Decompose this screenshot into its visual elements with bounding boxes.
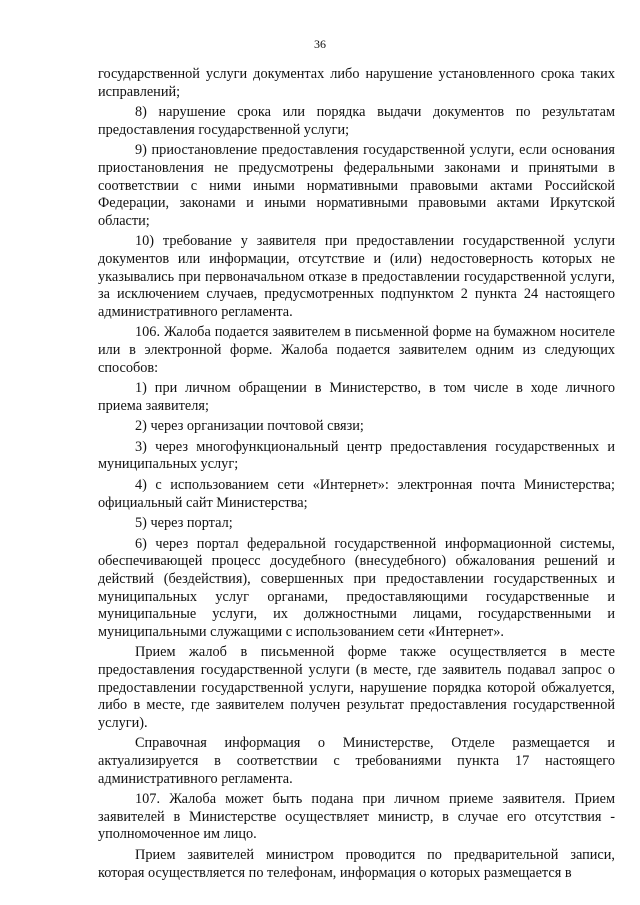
- paragraph: 10) требование у заявителя при предоставлении государственной услуги документов или информации, отсутствие и (или) недостоверность которых не указывались при первоначальном отказе в предоставлении государственной услуги, за исключением случаев, предусмотренных подпунктом 2 пункта 24 настоящего административного регламента.: [98, 233, 615, 320]
- paragraph: Прием заявителей министром проводится по предварительной записи, которая осуществляется по телефонам, информация о которых размещается в: [98, 846, 615, 881]
- paragraph: 8) нарушение срока или порядка выдачи документов по результатам предоставления государственной услуги;: [98, 104, 615, 138]
- paragraph: 107. Жалоба может быть подана при личном приеме заявителя. Прием заявителей в Министерстве осуществляет министр, в случае его отсутствия - уполномоченное им лицо.: [98, 791, 615, 843]
- paragraph: 6) через портал федеральной государственной информационной системы, обеспечивающей процесс досудебного (внесудебного) обжалования решений и действий (бездействия), совершенных при предоставлении государственных и муниципальных услуг органами, предоставляющими государственные и муниципальные услуги, их должностными лицами, государственными и муниципальными служащими с использованием сети «Интернет».: [98, 535, 615, 640]
- paragraph: 2) через организации почтовой связи;: [135, 418, 364, 435]
- paragraph: Справочная информация о Министерстве, Отделе размещается и актуализируется в соответствии с требованиями пункта 17 настоящего административного регламента.: [98, 735, 615, 787]
- document-body: [98, 66, 615, 885]
- paragraph: 4) с использованием сети «Интернет»: электронная почта Министерства; официальный сайт Министерства;: [98, 477, 615, 511]
- paragraph: 3) через многофункциональный центр предоставления государственных и муниципальных услуг;: [98, 438, 615, 473]
- paragraph: Прием жалоб в письменной форме также осуществляется в месте предоставления государственной услуги (в месте, где заявитель подавал запрос о предоставлении государственной услуги, нарушение порядка которой обжалуется, либо в месте, где заявителем получен результат предоставления государственной услуги).: [98, 644, 615, 731]
- page-number: 36: [314, 37, 326, 51]
- paragraph: 5) через портал;: [135, 515, 233, 532]
- paragraph: 106. Жалоба подается заявителем в письменной форме на бумажном носителе или в электронной форме. Жалоба подается заявителем одним из следующих способов:: [98, 324, 615, 376]
- paragraph: 9) приостановление предоставления государственной услуги, если основания приостановления не предусмотрены федеральными законами и принятыми в соответствии с ними иными нормативными правовыми актами Российской Федерации, законами и иными нормативными правовыми актами Иркутской области;: [98, 142, 615, 229]
- paragraph: государственной услуги документах либо нарушение установленного срока таких исправлений;: [98, 66, 615, 100]
- paragraph: 1) при личном обращении в Министерство, в том числе в ходе личного приема заявителя;: [98, 380, 615, 414]
